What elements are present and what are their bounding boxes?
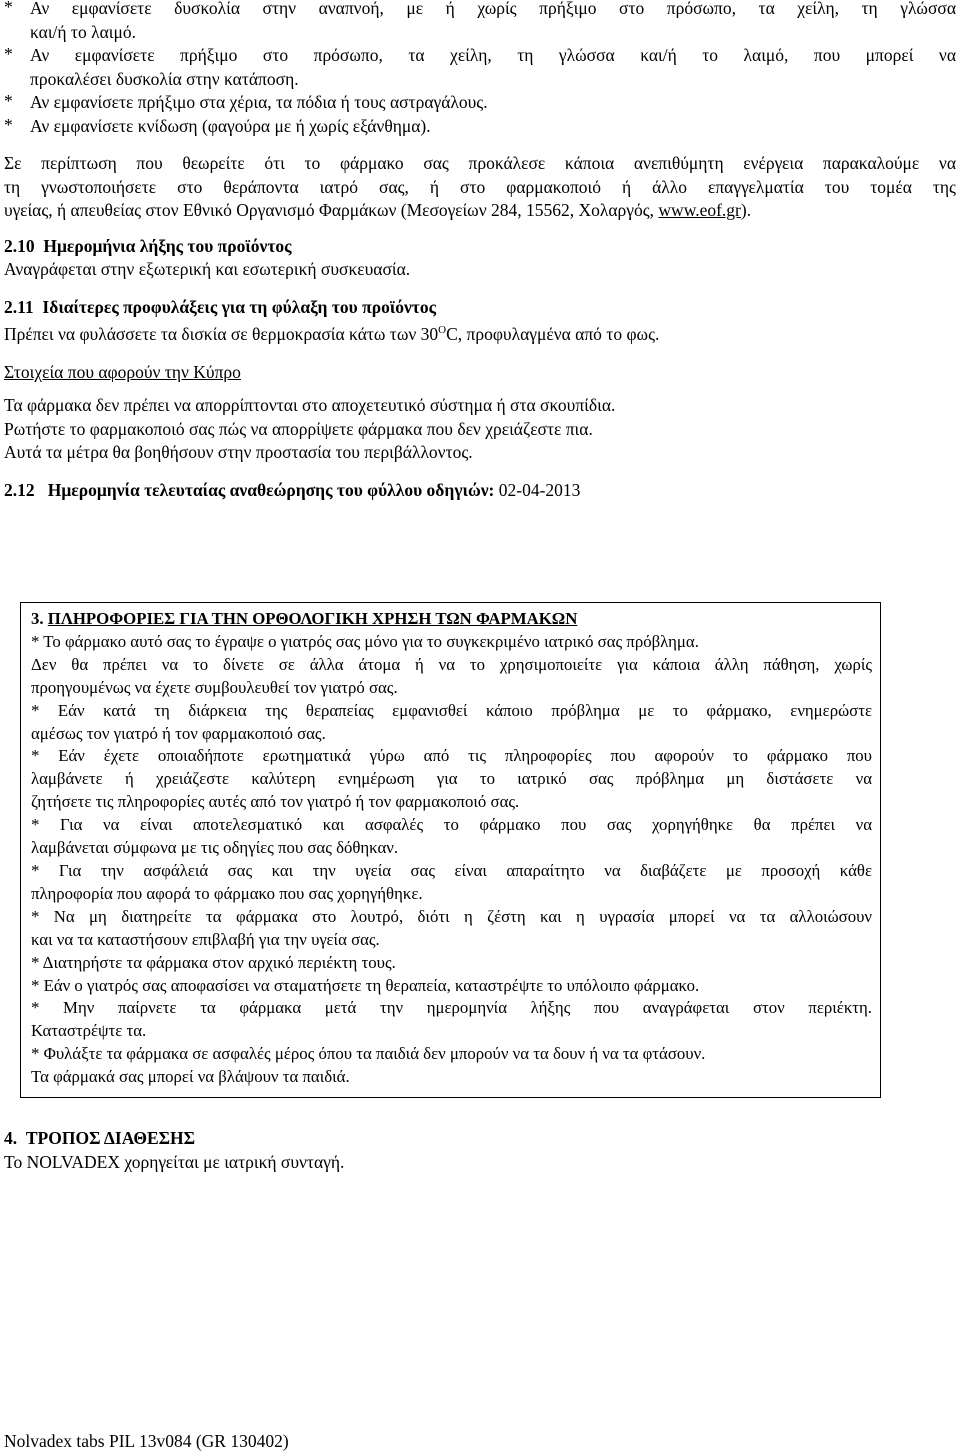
- section-body: Το NOLVADEX χορηγείται με ιατρική συνταγή.: [4, 1152, 345, 1172]
- section-4: [4, 1126, 344, 1174]
- list-item-line: Αν εμφανίσετε δυσκολία στην αναπνοή, με ή χωρίς πρήξιμο στο πρόσωπο, τα χείλη, τη γλώσσα: [30, 0, 956, 18]
- box-line: λαμβάνετε ή χρειάζεστε καλύτερη ενημέρωση για το ιατρικό σας πρόβλημα μη διστάσετε να: [31, 769, 872, 789]
- reporting-line-end: ).: [740, 200, 752, 220]
- footer-text: Nolvadex tabs PIL 13v084 (GR 130402): [4, 1431, 289, 1451]
- box-line: * Εάν ο γιατρός σας αποφασίσει να σταματήσετε τη θεραπεία, καταστρέψτε το υπόλοιπο φάρμακο.: [31, 975, 700, 995]
- bullet-star: *: [4, 91, 13, 111]
- cyprus-section: [4, 361, 956, 465]
- box-line: * Εάν κατά τη διάρκεια της θεραπείας εμφανισθεί κάποιο πρόβλημα με το φάρμακο, ενημερώστε: [31, 700, 872, 720]
- box-line: πληροφορία που αφορά το φάρμακο που σας χορηγήθηκε.: [31, 883, 423, 903]
- box-line: Δεν θα πρέπει να το δίνετε σε άλλα άτομα ή να το χρησιμοποιείτε για κάποια άλλη πάθηση, χωρίς: [31, 654, 872, 674]
- cyprus-line: Τα φάρμακα δεν πρέπει να απορρίπτονται στο αποχετευτικό σύστημα ή στα σκουπίδια.: [4, 395, 616, 415]
- box-line: * Για να είναι αποτελεσματικό και ασφαλές το φάρμακο που σας χορηγήθηκε θα πρέπει να: [31, 815, 872, 835]
- section-title: Ιδιαίτερες προφυλάξεις για τη φύλαξη του προϊόντος: [42, 296, 437, 317]
- box-line: * Να μη διατηρείτε τα φάρμακα στο λουτρό, διότι η ζέστη και η υγρασία μπορεί να τα αλλοιώσουν: [31, 906, 872, 926]
- box-line: * Φυλάξτε τα φάρμακα σε ασφαλές μέρος όπου τα παιδιά δεν μπορούν να τα δουν ή να τα φτάσουν.: [31, 1044, 706, 1064]
- section-number: 3.: [31, 609, 44, 628]
- section-title: ΤΡΟΠΟΣ ΔΙΑΘΕΣΗΣ: [25, 1128, 196, 1148]
- list-item-line: και/ή το λαιμό.: [30, 21, 136, 42]
- side-effects-list: [4, 0, 956, 138]
- reporting-line: Σε περίπτωση που θεωρείτε ότι το φάρμακο σας προκάλεσε κάποια ανεπιθύμητη ενέργεια παρακαλούμε να: [4, 153, 956, 173]
- list-item-line: Αν εμφανίσετε κνίδωση (φαγούρα με ή χωρίς εξάνθημα).: [30, 115, 431, 136]
- list-item-line: Αν εμφανίσετε πρήξιμο στο πρόσωπο, τα χείλη, τη γλώσσα και/ή το λαιμό, που μπορεί να: [30, 45, 956, 65]
- eof-link[interactable]: www.eof.gr: [658, 200, 741, 220]
- bullet-star: *: [4, 0, 13, 17]
- box-line: * Εάν έχετε οποιαδήποτε ερωτηματικά γύρω από τις πληροφορίες που αφορούν το φάρμακο που: [31, 746, 872, 766]
- section-2-12: [4, 479, 956, 503]
- box-line: * Διατηρήστε τα φάρμακα στον αρχικό περιέκτη τους.: [31, 952, 396, 972]
- list-item-line: προκαλέσει δυσκολία στην κατάποση.: [30, 68, 299, 89]
- list-item: [4, 115, 956, 139]
- section-2-11: [4, 296, 956, 347]
- box-line: Καταστρέψτε τα.: [31, 1021, 147, 1041]
- section-title: Ημερομηνία τελευταίας αναθεώρησης του φύλλου οδηγιών:: [47, 479, 495, 500]
- box-line: προηγουμένως να έχετε συμβουλευθεί τον γιατρό σας.: [31, 677, 398, 697]
- degree-superscript: O: [438, 324, 447, 336]
- box-lines: [31, 631, 872, 1089]
- section-body-end: C, προφυλαγμένα από το φως.: [446, 324, 660, 344]
- box-line: λαμβάνεται σύμφωνα με τις οδηγίες που σας δόθηκαν.: [31, 838, 399, 858]
- list-item: [4, 0, 956, 44]
- section-title: Ημερομήνια λήξης του προϊόντος: [43, 235, 292, 256]
- section-body: Αναγράφεται στην εξωτερική και εσωτερική συσκευασία.: [4, 259, 411, 279]
- box-line: * Το φάρμακο αυτό σας το έγραψε ο γιατρός σας μόνο για το συγκεκριμένο ιατρικό σας πρόβλημα.: [31, 631, 699, 651]
- cyprus-line: Αυτά τα μέτρα θα βοηθήσουν στην προστασία του περιβάλλοντος.: [4, 442, 473, 462]
- reporting-line: τη γνωστοποιήσετε στο θεράποντα ιατρό σας, ή στο φαρμακοποιό ή άλλο επαγγελματία του τομέα της: [4, 176, 956, 197]
- document-page: [4, 0, 956, 502]
- revision-date: 02-04-2013: [498, 479, 581, 500]
- rational-use-box: [20, 602, 881, 1098]
- bullet-star: *: [4, 114, 13, 135]
- reporting-line: υγείας, ή απευθείας στον Εθνικό Οργανισμό Φαρμάκων (Μεσογείων 284, 15562, Χολαργός,: [4, 200, 659, 220]
- section-number: 2.11: [4, 296, 34, 317]
- box-line: Τα φάρμακά σας μπορεί να βλάψουν τα παιδιά.: [31, 1067, 350, 1087]
- section-number: 2.10: [4, 235, 35, 256]
- section-number: 2.12: [4, 479, 35, 500]
- section-body: Πρέπει να φυλάσσετε τα δισκία σε θερμοκρασία κάτω των 30: [4, 324, 439, 344]
- section-number: 4.: [4, 1128, 18, 1148]
- box-line: και να τα καταστήσουν επιβλαβή για την υγεία σας.: [31, 929, 380, 949]
- box-line: * Μην παίρνετε τα φάρμακα μετά την ημερομηνία λήξης που αναγράφεται στον περιέκτη.: [31, 998, 872, 1018]
- list-item-line: Αν εμφανίσετε πρήξιμο στα χέρια, τα πόδια ή τους αστραγάλους.: [30, 92, 488, 112]
- list-item: [4, 91, 956, 115]
- box-line: ζητήσετε τις πληροφορίες αυτές από τον γιατρό ή τον φαρμακοποιό σας.: [31, 792, 520, 812]
- reporting-paragraph: [4, 152, 956, 223]
- cyprus-heading: Στοιχεία που αφορούν την Κύπρο: [4, 361, 241, 382]
- section-2-10: [4, 235, 956, 282]
- bullet-star: *: [4, 44, 13, 64]
- box-heading: ΠΛΗΡΟΦΟΡΙΕΣ ΓΙΑ ΤΗΝ ΟΡΘΟΛΟΓΙΚΗ ΧΡΗΣΗ ΤΩΝ ΦΑΡΜΑΚΩΝ: [47, 609, 578, 628]
- cyprus-line: Ρωτήστε το φαρμακοποιό σας πώς να απορρίψετε φάρμακα που δεν χρειάζεστε πια.: [4, 418, 593, 439]
- box-line: αμέσως τον γιατρό ή τον φαρμακοποιό σας.: [31, 723, 326, 743]
- list-item: [4, 44, 956, 91]
- box-line: * Για την ασφάλειά σας και την υγεία σας είναι απαραίτητο να διαβάζετε με προσοχή κάθε: [31, 860, 872, 880]
